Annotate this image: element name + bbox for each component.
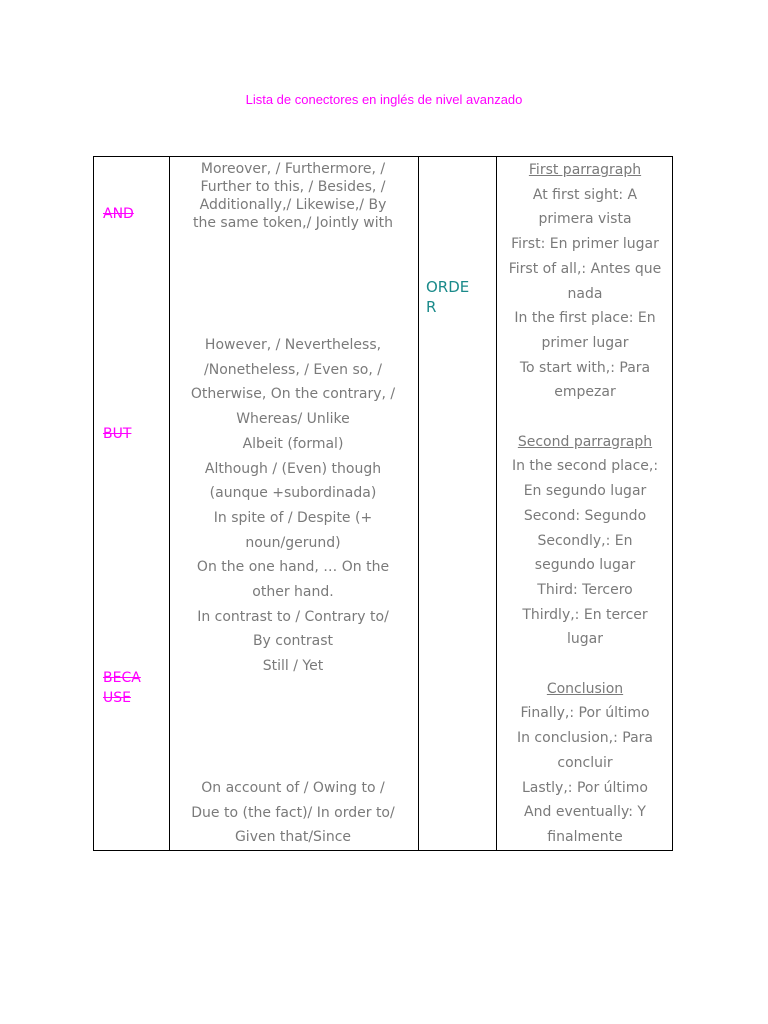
connector-line: Although / (Even) though: [204, 460, 382, 477]
connector-line: Additionally,/ Likewise,/ By: [199, 197, 387, 213]
document-title: Lista de conectores en inglés de nivel avanzado: [245, 92, 523, 107]
spacer: [499, 652, 671, 677]
order-line: En segundo lugar: [523, 483, 647, 500]
order-line: At first sight: A: [532, 186, 638, 203]
category-and: AND: [103, 206, 134, 222]
connector-line: (aunque +subordinada): [209, 485, 377, 502]
order-line: nada: [567, 285, 603, 302]
connector-line: Further to this, / Besides, /: [200, 179, 386, 195]
order-line: finalmente: [547, 828, 623, 845]
connector-line: Otherwise, On the contrary, /: [190, 386, 396, 403]
connector-line: However, / Nevertheless,: [204, 337, 382, 353]
connector-line: noun/gerund): [245, 534, 341, 551]
connector-line: Whereas/ Unlike: [236, 411, 350, 428]
conclusion-heading: Conclusion: [546, 680, 624, 697]
order-line: concluir: [557, 754, 613, 771]
connector-line: Given that/Since: [234, 829, 352, 846]
but-connectors-list: [176, 333, 410, 679]
connector-line: Due to (the fact)/ In order to/: [191, 804, 395, 821]
order-line: Finally,: Por último: [520, 705, 650, 722]
order-line: In the first place: En: [514, 310, 656, 327]
category-because-line-2: USE: [103, 690, 131, 706]
order-line: Thirdly,: En tercer: [522, 606, 648, 623]
connector-line: other hand.: [252, 584, 334, 601]
order-line: Lastly,: Por último: [521, 779, 648, 796]
order-line: segundo lugar: [534, 557, 636, 574]
order-line: And eventually: Y: [524, 804, 646, 821]
connector-line: In contrast to / Contrary to/: [197, 608, 389, 625]
column-divider-1: [169, 157, 170, 850]
spacer: [499, 405, 671, 430]
category-because-line-1: BECA: [103, 670, 141, 686]
connector-line: Moreover, / Furthermore, /: [200, 161, 386, 177]
order-line: lugar: [567, 631, 603, 648]
connector-line: In spite of / Despite (+: [213, 509, 373, 526]
order-connectors-list: [499, 158, 671, 850]
first-paragraph-heading: First parragraph: [528, 162, 642, 178]
and-connectors-list: [176, 160, 410, 232]
category-order-line-2: R: [426, 298, 437, 316]
order-line: In the second place,:: [511, 458, 659, 475]
order-line: empezar: [554, 384, 616, 401]
category-order: [426, 277, 486, 317]
order-line: First: En primer lugar: [511, 236, 659, 253]
second-paragraph-heading: Second parragraph: [517, 433, 653, 450]
category-order-line-1: ORDE: [426, 278, 470, 296]
column-divider-2: [418, 157, 419, 850]
category-but: BUT: [103, 426, 132, 442]
connector-line: On the one hand, … On the: [196, 559, 390, 576]
column-divider-3: [496, 157, 497, 850]
order-line: Second: Segundo: [523, 507, 647, 524]
order-line: To start with,: Para: [519, 359, 651, 376]
order-line: primer lugar: [541, 334, 629, 351]
category-because: [103, 668, 141, 708]
connector-line: /Nonetheless, / Even so, /: [204, 361, 382, 378]
connector-line: Albeit (formal): [242, 435, 344, 452]
connector-line: Still / Yet: [262, 658, 324, 675]
order-line: primera vista: [538, 211, 632, 228]
order-line: First of all,: Antes que: [508, 260, 662, 277]
order-line: Secondly,: En: [537, 532, 633, 549]
order-line: Third: Tercero: [537, 581, 633, 598]
because-connectors-list: [176, 776, 410, 850]
order-line: In conclusion,: Para: [516, 730, 653, 747]
connector-line: By contrast: [252, 633, 334, 650]
connector-line: On account of / Owing to /: [201, 780, 385, 796]
connector-line: the same token,/ Jointly with: [192, 215, 394, 231]
